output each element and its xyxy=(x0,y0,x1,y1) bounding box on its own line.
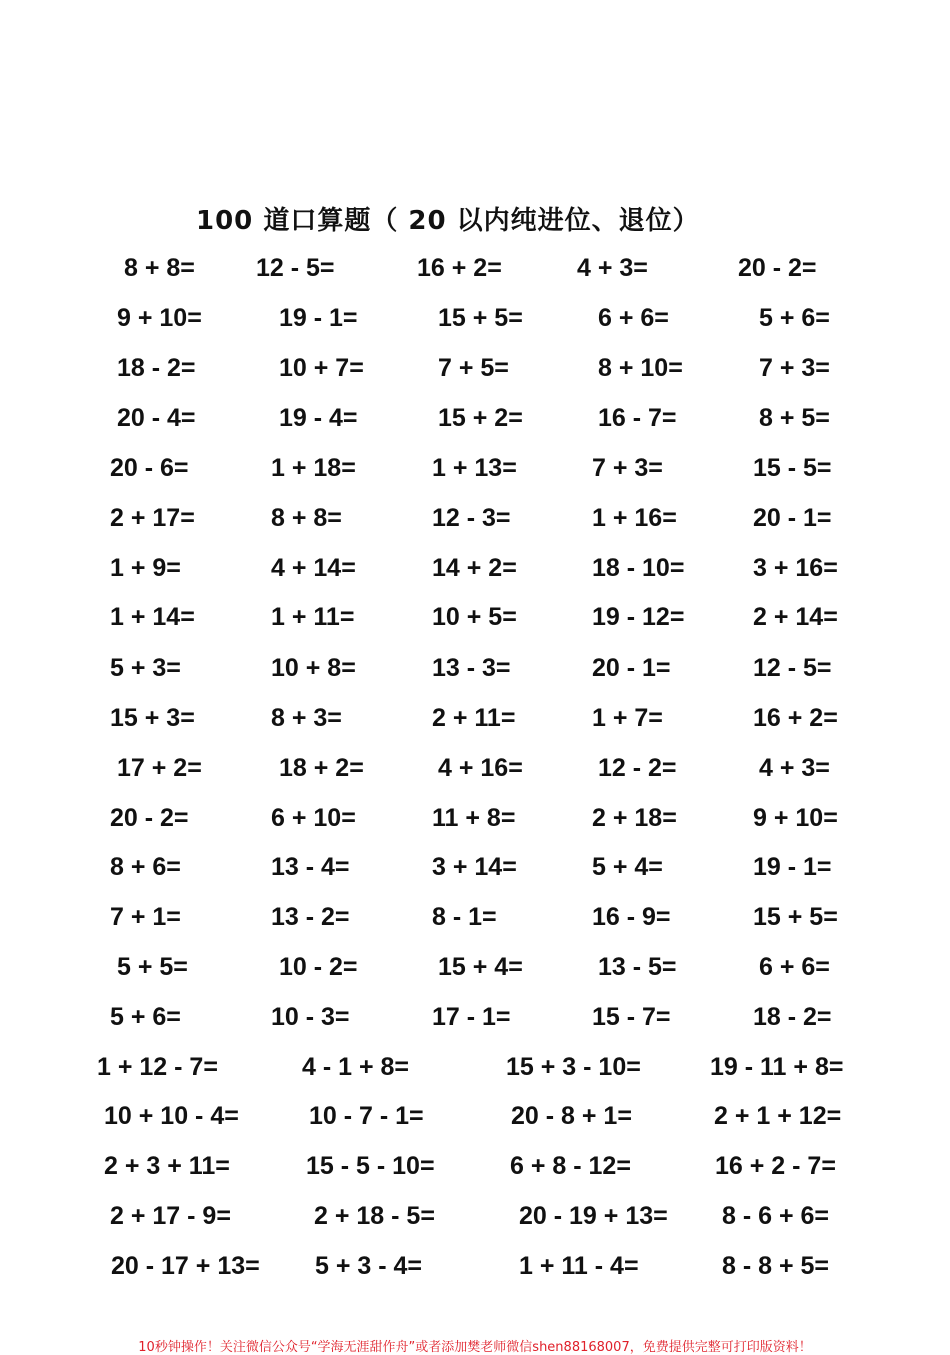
problem: 20 - 2= xyxy=(110,804,189,832)
problem: 13 - 3= xyxy=(432,654,511,682)
problem: 1 + 9= xyxy=(110,554,181,582)
mixed-problem-row xyxy=(0,1047,950,1087)
mixed-problem: 20 - 19 + 13= xyxy=(519,1202,668,1230)
problem: 8 + 8= xyxy=(124,254,195,282)
page-title: 100 道口算题（ 20 以内纯进位、退位） xyxy=(196,206,700,236)
problem: 2 + 17= xyxy=(110,504,195,532)
problem: 19 - 4= xyxy=(279,404,358,432)
mixed-problem: 2 + 1 + 12= xyxy=(714,1102,842,1130)
problem: 12 - 3= xyxy=(432,504,511,532)
problem: 1 + 18= xyxy=(271,454,356,482)
problem: 12 - 5= xyxy=(256,254,335,282)
problem: 16 + 2= xyxy=(417,254,502,282)
problem: 15 + 2= xyxy=(438,404,523,432)
problem: 8 + 10= xyxy=(598,354,683,382)
mixed-problem: 8 - 8 + 5= xyxy=(722,1252,830,1280)
problem: 20 - 6= xyxy=(110,454,189,482)
problem: 4 + 14= xyxy=(271,554,356,582)
problem: 11 + 8= xyxy=(432,804,516,832)
mixed-problem-row xyxy=(0,1196,950,1236)
problem: 7 + 1= xyxy=(110,903,181,931)
problem: 19 - 12= xyxy=(592,603,685,631)
problem: 4 + 16= xyxy=(438,754,523,782)
problem: 10 + 8= xyxy=(271,654,356,682)
problem: 7 + 3= xyxy=(592,454,663,482)
problem: 2 + 11= xyxy=(432,704,516,732)
problem-row xyxy=(0,947,950,987)
problem-row xyxy=(0,398,950,438)
mixed-problem: 8 - 6 + 6= xyxy=(722,1202,830,1230)
problem: 20 - 2= xyxy=(738,254,817,282)
problem: 16 - 7= xyxy=(598,404,677,432)
problem-row xyxy=(0,698,950,738)
problem: 20 - 1= xyxy=(753,504,832,532)
mixed-problem: 15 + 3 - 10= xyxy=(506,1053,641,1081)
mixed-problem: 1 + 11 - 4= xyxy=(519,1252,639,1280)
mixed-problem: 2 + 18 - 5= xyxy=(314,1202,435,1230)
problem: 17 - 1= xyxy=(432,1003,511,1031)
problem: 8 + 8= xyxy=(271,504,342,532)
problem: 15 - 7= xyxy=(592,1003,671,1031)
problem-row xyxy=(0,348,950,388)
problem: 1 + 14= xyxy=(110,603,195,631)
problem: 15 + 5= xyxy=(438,304,523,332)
problem: 1 + 16= xyxy=(592,504,677,532)
mixed-problem-row xyxy=(0,1246,950,1286)
problem: 16 + 2= xyxy=(753,704,838,732)
mixed-problem: 20 - 17 + 13= xyxy=(111,1252,260,1280)
mixed-problem: 10 + 10 - 4= xyxy=(104,1102,239,1130)
problem: 12 - 5= xyxy=(753,654,832,682)
problem: 15 + 4= xyxy=(438,953,523,981)
problem: 18 - 10= xyxy=(592,554,685,582)
mixed-problem: 10 - 7 - 1= xyxy=(309,1102,424,1130)
problem: 18 + 2= xyxy=(279,754,364,782)
problem-row xyxy=(0,997,950,1037)
mixed-problem: 19 - 11 + 8= xyxy=(710,1053,844,1081)
footer-note: 10秒钟操作！关注微信公众号“学海无涯甜作舟”或者添加樊老师微信shen88168007，免费提供完整可打印版资料！ xyxy=(138,1340,812,1355)
mixed-problem-row xyxy=(0,1146,950,1186)
problem: 19 - 1= xyxy=(279,304,358,332)
problem: 5 + 3= xyxy=(110,654,181,682)
problem: 10 - 3= xyxy=(271,1003,350,1031)
problem: 1 + 7= xyxy=(592,704,663,732)
problem: 20 - 1= xyxy=(592,654,671,682)
problem: 20 - 4= xyxy=(117,404,196,432)
problem-row xyxy=(0,847,950,887)
problem: 8 + 6= xyxy=(110,853,181,881)
problem-row xyxy=(0,498,950,538)
problem: 9 + 10= xyxy=(117,304,202,332)
problem-row xyxy=(0,748,950,788)
problem: 19 - 1= xyxy=(753,853,832,881)
problem-row xyxy=(0,448,950,488)
problem: 1 + 13= xyxy=(432,454,517,482)
problem: 13 - 4= xyxy=(271,853,350,881)
problem: 9 + 10= xyxy=(753,804,838,832)
mixed-problem: 20 - 8 + 1= xyxy=(511,1102,632,1130)
mixed-problem: 6 + 8 - 12= xyxy=(510,1152,631,1180)
problem: 5 + 6= xyxy=(110,1003,181,1031)
problem: 5 + 6= xyxy=(759,304,830,332)
mixed-problem: 5 + 3 - 4= xyxy=(315,1252,423,1280)
problem: 13 - 2= xyxy=(271,903,350,931)
mixed-problem: 2 + 3 + 11= xyxy=(104,1152,230,1180)
problem: 8 - 1= xyxy=(432,903,497,931)
problem: 4 + 3= xyxy=(759,754,830,782)
problem-row xyxy=(0,798,950,838)
problem: 3 + 14= xyxy=(432,853,517,881)
problem-row xyxy=(0,548,950,588)
problem: 7 + 3= xyxy=(759,354,830,382)
problem: 8 + 5= xyxy=(759,404,830,432)
problem: 1 + 11= xyxy=(271,603,355,631)
problem-row xyxy=(0,597,950,637)
problem: 7 + 5= xyxy=(438,354,509,382)
problem: 15 - 5= xyxy=(753,454,832,482)
problem: 6 + 6= xyxy=(598,304,669,332)
problem: 6 + 6= xyxy=(759,953,830,981)
problem: 12 - 2= xyxy=(598,754,677,782)
problem: 4 + 3= xyxy=(577,254,648,282)
problem: 18 - 2= xyxy=(753,1003,832,1031)
problem-row xyxy=(0,648,950,688)
problem: 17 + 2= xyxy=(117,754,202,782)
problem: 15 + 3= xyxy=(110,704,195,732)
problem: 16 - 9= xyxy=(592,903,671,931)
mixed-problem-row xyxy=(0,1096,950,1136)
problem: 15 + 5= xyxy=(753,903,838,931)
mixed-problem: 1 + 12 - 7= xyxy=(97,1053,218,1081)
problem: 10 + 5= xyxy=(432,603,517,631)
mixed-problem: 16 + 2 - 7= xyxy=(715,1152,836,1180)
problem: 3 + 16= xyxy=(753,554,838,582)
mixed-problem: 2 + 17 - 9= xyxy=(110,1202,231,1230)
problem-row xyxy=(0,248,950,288)
problem: 2 + 18= xyxy=(592,804,677,832)
mixed-problem: 4 - 1 + 8= xyxy=(302,1053,410,1081)
problem: 14 + 2= xyxy=(432,554,517,582)
problem: 5 + 5= xyxy=(117,953,188,981)
problem: 5 + 4= xyxy=(592,853,663,881)
problem: 10 + 7= xyxy=(279,354,364,382)
problem: 13 - 5= xyxy=(598,953,677,981)
problem-row xyxy=(0,298,950,338)
problem: 18 - 2= xyxy=(117,354,196,382)
problem: 8 + 3= xyxy=(271,704,342,732)
problem: 2 + 14= xyxy=(753,603,838,631)
problem: 10 - 2= xyxy=(279,953,358,981)
problem-row xyxy=(0,897,950,937)
problem: 6 + 10= xyxy=(271,804,356,832)
mixed-problem: 15 - 5 - 10= xyxy=(306,1152,435,1180)
